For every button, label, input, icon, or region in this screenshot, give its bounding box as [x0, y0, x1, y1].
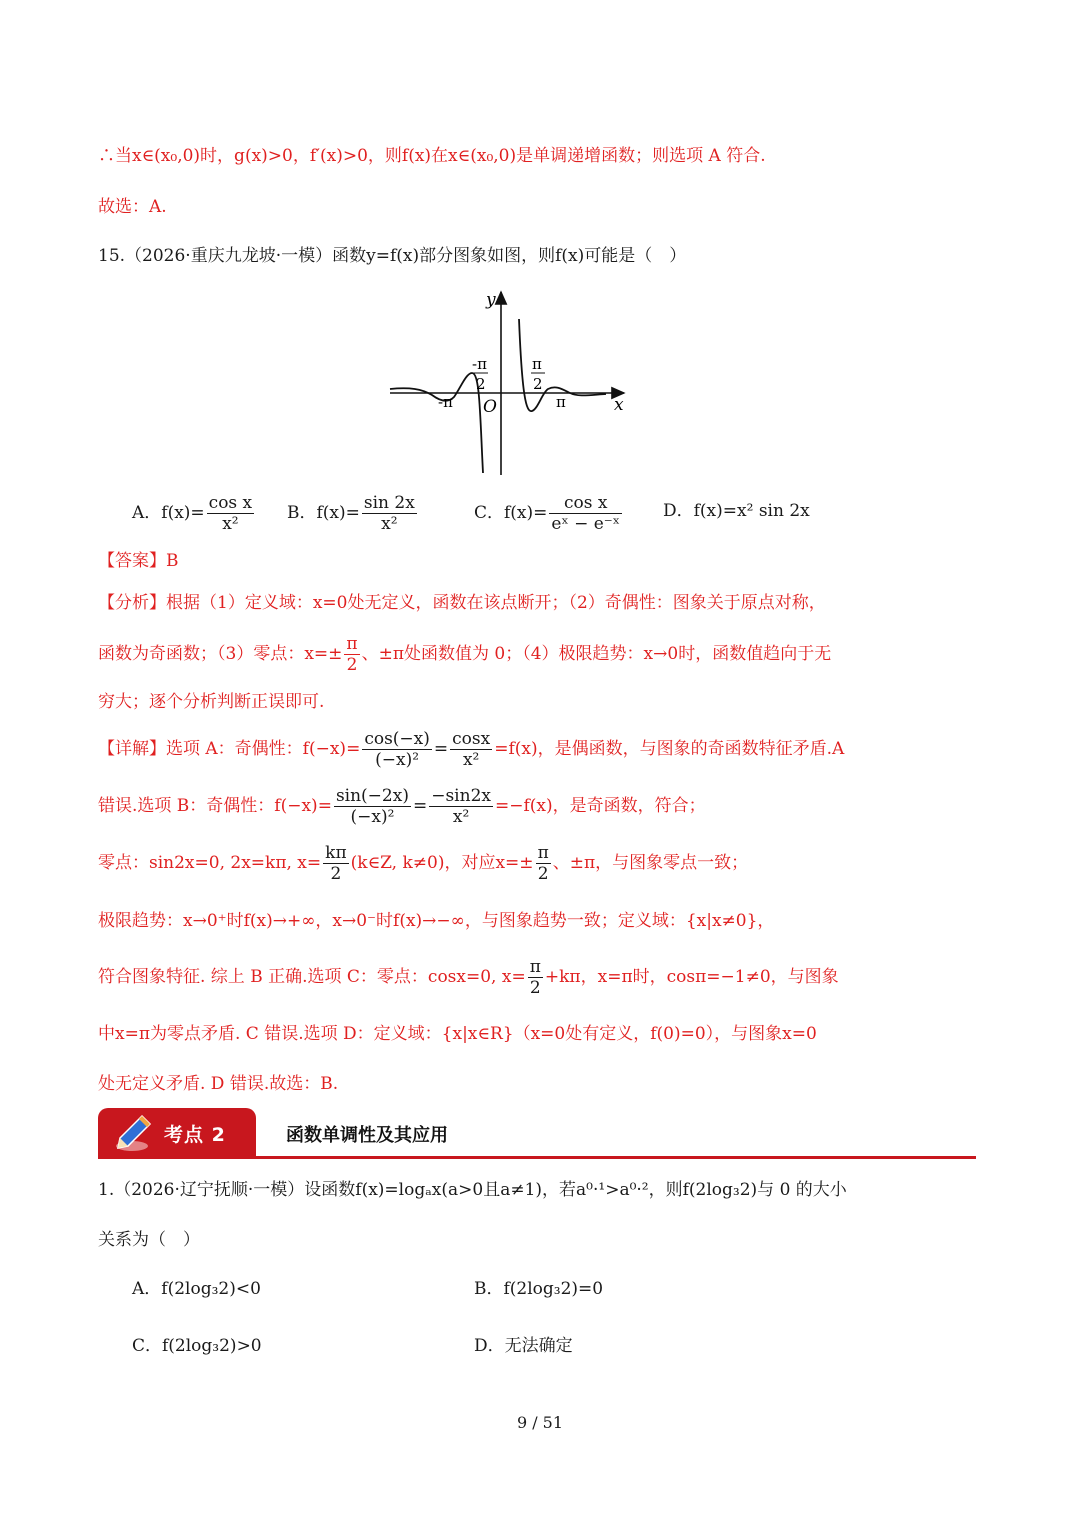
section-label: 考点 2 — [164, 1124, 226, 1146]
analysis-fraction-den: 2 — [346, 655, 358, 675]
function-graph — [380, 285, 630, 480]
half-pi-denominator: 2 — [533, 375, 543, 393]
detail-2-frac-1 — [334, 786, 411, 827]
option-b-denominator: x² — [381, 514, 398, 534]
y-axis-label: y — [486, 290, 496, 310]
detail-2-frac-1-num: sin(−2x) — [335, 786, 409, 806]
detail-5-frac-num: π — [529, 957, 541, 977]
page-number: 9 / 51 — [516, 1413, 564, 1432]
detail-5-b: +kπ，x=π时，cosπ=−1≠0，与图象 — [544, 967, 839, 987]
analysis-fraction-num: π — [346, 634, 358, 654]
option-a-denominator: x² — [222, 514, 239, 534]
option-a-prefix: A．f(x)= — [132, 503, 205, 523]
half-pi-numerator: π — [532, 355, 542, 373]
option-c[interactable] — [474, 493, 624, 534]
detail-5-a: 符合图象特征. 综上 B 正确.选项 C：零点：cosx=0, x= — [98, 967, 526, 987]
option-c-denominator: eˣ − e⁻ˣ — [551, 514, 620, 534]
option-b-fraction — [362, 493, 417, 534]
detail-2-frac-2 — [429, 786, 493, 827]
q1-option-d[interactable]: D．无法确定 — [474, 1336, 573, 1356]
detail-line-1 — [98, 729, 844, 770]
detail-5-frac-den: 2 — [529, 978, 541, 998]
detail-2-frac-1-den: (−x)² — [350, 807, 395, 827]
detail-3-a: 零点：sin2x=0, 2x=kπ, x= — [98, 853, 322, 873]
section-banner — [98, 1108, 976, 1160]
detail-1-b: =f(x)，是偶函数，与图象的奇函数特征矛盾.A — [494, 739, 845, 759]
detail-line-5 — [98, 957, 839, 998]
detail-2-frac-2-num: −sin2x — [431, 786, 491, 806]
question-15-stem: 15.（2026·重庆九龙坡·一模）函数y=f(x)部分图象如图，则f(x)可能是（ ） — [98, 246, 687, 266]
analysis-fraction — [344, 634, 359, 675]
curve-left-branch — [390, 373, 483, 473]
detail-3-c: 、±π，与图象零点一致； — [552, 853, 749, 873]
pi-label: π — [556, 393, 566, 411]
option-a-fraction — [207, 493, 254, 534]
detail-3-frac-1-num: kπ — [325, 843, 347, 863]
option-d[interactable]: D．f(x)=x² sin 2x — [663, 501, 810, 521]
section-rule — [98, 1156, 976, 1159]
detail-line-6: 中x=π为零点矛盾. C 错误.选项 D：定义域：{x|x∈R}（x=0处有定义，f(0)=0），与图象x=0 — [98, 1024, 817, 1044]
neg-half-pi-denominator: 2 — [476, 375, 486, 393]
detail-1-equals: = — [433, 739, 449, 759]
option-b-prefix: B．f(x)= — [287, 503, 360, 523]
solution-line-1: ∴当x∈(x₀,0)时，g(x)>0，f′(x)>0，则f(x)在x∈(x₀,0)是单调递增函数；则选项 A 符合. — [98, 146, 766, 166]
detail-1-a: 【详解】选项 A：奇偶性：f(−x)= — [98, 739, 361, 759]
q1-option-b[interactable]: B．f(2log₃2)=0 — [474, 1279, 604, 1299]
question-1-stem-line-1: 1.（2026·辽宁抚顺·一模）设函数f(x)=logₐx(a>0且a≠1)，若a⁰·¹>a⁰·²，则f(2log₃2)与 0 的大小 — [98, 1180, 847, 1200]
detail-3-frac-2-num: π — [537, 843, 549, 863]
analysis-line-3: 穷大；逐个分析判断正误即可. — [98, 692, 325, 712]
detail-2-b: =−f(x)，是奇函数，符合； — [494, 796, 706, 816]
option-c-numerator: cos x — [549, 493, 622, 514]
detail-3-frac-1-den: 2 — [330, 864, 342, 884]
detail-line-3 — [98, 843, 748, 884]
detail-2-frac-2-den: x² — [452, 807, 470, 827]
detail-line-2 — [98, 786, 706, 827]
analysis-line-1: 【分析】根据（1）定义域：x=0处无定义，函数在该点断开；（2）奇偶性：图象关于原点对称， — [98, 593, 826, 613]
solution-conclusion: 故选：A. — [98, 197, 167, 217]
analysis-line-2 — [98, 634, 831, 675]
detail-1-frac-2-den: x² — [462, 750, 480, 770]
option-b-numerator: sin 2x — [363, 493, 415, 513]
x-axis-label: x — [614, 395, 624, 415]
option-a-numerator: cos x — [208, 493, 253, 513]
detail-2-a: 错误.选项 B：奇偶性：f(−x)= — [98, 796, 332, 816]
pencil-icon — [112, 1112, 156, 1154]
option-c-fraction — [549, 493, 622, 534]
origin-label: O — [483, 397, 497, 417]
detail-line-7: 处无定义矛盾. D 错误.故选：B. — [98, 1074, 339, 1094]
option-b[interactable] — [287, 493, 419, 534]
detail-1-frac-1-num: cos(−x) — [364, 729, 430, 749]
q1-option-c[interactable]: C．f(2log₃2)>0 — [132, 1336, 262, 1356]
q1-option-a[interactable]: A．f(2log₃2)<0 — [132, 1279, 261, 1299]
option-c-prefix: C．f(x)= — [474, 503, 548, 523]
detail-3-frac-2 — [536, 843, 551, 884]
detail-3-frac-1 — [323, 843, 348, 884]
option-a[interactable] — [132, 493, 256, 534]
answer-label: 【答案】B — [98, 551, 179, 571]
detail-1-frac-2 — [450, 729, 492, 770]
detail-3-frac-2-den: 2 — [537, 864, 549, 884]
neg-pi-label: -π — [438, 393, 453, 411]
section-tab — [98, 1108, 256, 1156]
analysis-line-2-a: 函数为奇函数；（3）零点：x=± — [98, 644, 343, 664]
neg-half-pi-numerator: -π — [472, 355, 487, 373]
detail-2-equals: = — [412, 796, 428, 816]
detail-5-frac — [528, 957, 543, 998]
detail-line-4: 极限趋势：x→0⁺时f(x)→+∞，x→0⁻时f(x)→−∞，与图象趋势一致；定义域：{x|x≠0}， — [98, 911, 775, 931]
detail-1-frac-2-num: cosx — [452, 729, 491, 749]
detail-1-frac-1-den: (−x)² — [375, 750, 420, 770]
section-title: 函数单调性及其应用 — [286, 1125, 448, 1146]
question-1-stem-line-2: 关系为（ ） — [98, 1230, 200, 1250]
analysis-line-2-b: 、±π处函数值为 0；（4）极限趋势：x→0时，函数值趋向于无 — [361, 644, 832, 664]
detail-3-b: (k∈Z, k≠0)，对应x=± — [350, 853, 534, 873]
detail-1-frac-1 — [362, 729, 432, 770]
